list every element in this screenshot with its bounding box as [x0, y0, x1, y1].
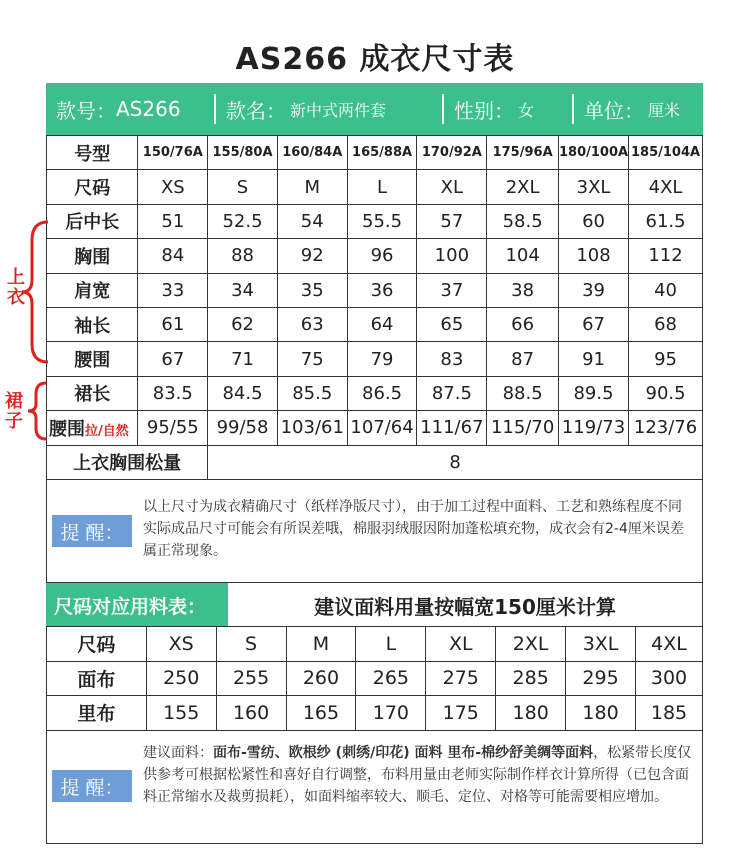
table-cell: XS — [138, 170, 208, 204]
style-code-label: 款号： — [56, 98, 116, 123]
fabric-table — [46, 626, 703, 731]
table-cell: 275 — [426, 661, 496, 696]
table-cell: 150/76A — [138, 136, 208, 170]
row-label: 里布 — [47, 696, 147, 731]
unit-label: 单位： — [584, 98, 644, 123]
table-cell: 33 — [138, 273, 208, 307]
skirt-waist-row — [47, 411, 703, 445]
table-cell: 170/92A — [417, 136, 487, 170]
style-code-value: AS266 — [116, 97, 181, 121]
table-cell: 3XL — [566, 627, 636, 662]
reminder-box — [46, 479, 703, 583]
table-cell: 111/67 — [417, 411, 487, 445]
row-label — [47, 411, 138, 445]
table-cell: 87 — [487, 342, 559, 376]
gender — [444, 83, 572, 135]
product-header — [46, 83, 703, 135]
fabric-header — [46, 583, 703, 627]
table-cell: 265 — [356, 661, 426, 696]
row-label: 尺码 — [47, 170, 138, 204]
table-cell: 40 — [629, 273, 703, 307]
table-cell: 123/76 — [629, 411, 703, 445]
table-cell: 4XL — [629, 170, 703, 204]
table-cell: 119/73 — [558, 411, 628, 445]
table-cell: 165/88A — [347, 136, 417, 170]
row-label: 裙长 — [47, 376, 138, 410]
table-cell: 180 — [496, 696, 566, 731]
fabric-header-note: 建议面料用量按幅宽150厘米计算 — [228, 583, 703, 627]
table-cell: S — [216, 627, 286, 662]
table-cell: 38 — [487, 273, 559, 307]
table-cell: 300 — [635, 661, 702, 696]
table-cell: 55.5 — [347, 204, 417, 238]
measurement-row — [47, 273, 703, 307]
measurement-row — [47, 239, 703, 273]
table-cell: 90.5 — [629, 376, 703, 410]
top-side-label: 上衣 — [7, 267, 25, 308]
fabric-size-row — [47, 627, 703, 662]
style-code — [46, 83, 214, 135]
fabric-reminder-prefix: 建议面料： — [143, 745, 213, 761]
table-cell: 92 — [277, 239, 347, 273]
table-cell: XL — [426, 627, 496, 662]
table-cell: L — [356, 627, 426, 662]
table-cell: 4XL — [635, 627, 702, 662]
table-cell: 255 — [216, 661, 286, 696]
row-label: 上衣胸围松量 — [47, 445, 208, 479]
table-cell: 88.5 — [487, 376, 559, 410]
table-cell: XS — [146, 627, 216, 662]
table-cell: 85.5 — [277, 376, 347, 410]
table-cell: 71 — [208, 342, 278, 376]
fabric-reminder-body: ，松紧带长度仅供参考可根据松紧性和喜好自行调整，布料用量由老师实际制作样衣计算所得（已包含面料正常缩水及裁剪损耗），如面料缩率较大、顺毛、定位、对格等可能需要相应增加。 — [143, 745, 692, 805]
row-label: 肩宽 — [47, 273, 138, 307]
style-name-value: 新中式两件套 — [290, 100, 387, 120]
table-cell: 115/70 — [487, 411, 559, 445]
table-cell: 250 — [146, 661, 216, 696]
reminder-badge: 提 醒： — [52, 515, 132, 547]
row-label: 袖长 — [47, 307, 138, 341]
table-cell: 2XL — [487, 170, 559, 204]
table-cell: 75 — [277, 342, 347, 376]
table-cell: 155 — [146, 696, 216, 731]
gender-value: 女 — [518, 100, 535, 120]
row-label: 面布 — [47, 661, 147, 696]
table-cell: L — [347, 170, 417, 204]
table-cell: 68 — [629, 307, 703, 341]
fabric-row — [47, 696, 703, 731]
skirt-brace — [24, 380, 50, 442]
table-cell: 86.5 — [347, 376, 417, 410]
table-cell: 79 — [347, 342, 417, 376]
row-label: 号型 — [47, 136, 138, 170]
fabric-reminder-badge: 提 醒： — [52, 770, 132, 802]
table-cell: 84 — [138, 239, 208, 273]
table-cell: 155/80A — [208, 136, 278, 170]
table-cell: 185 — [635, 696, 702, 731]
table-cell: 89.5 — [558, 376, 628, 410]
fabric-row — [47, 661, 703, 696]
row-label: 胸围 — [47, 239, 138, 273]
table-cell: 2XL — [496, 627, 566, 662]
unit — [574, 83, 703, 135]
table-cell: 95 — [629, 342, 703, 376]
page-title: AS266 成衣尺寸表 — [235, 42, 515, 77]
table-cell: 100 — [417, 239, 487, 273]
table-cell: 8 — [208, 445, 703, 479]
chest-ease-row — [47, 445, 703, 479]
table-cell: 175 — [426, 696, 496, 731]
table-cell: 185/104A — [629, 136, 703, 170]
row-label: 尺码 — [47, 627, 147, 662]
fabric-reminder-text — [143, 742, 695, 808]
table-cell: 107/64 — [347, 411, 417, 445]
table-cell: 52.5 — [208, 204, 278, 238]
table-cell: S — [208, 170, 278, 204]
style-name — [216, 83, 442, 135]
header-divider — [442, 94, 444, 124]
table-cell: 91 — [558, 342, 628, 376]
table-cell: 83.5 — [138, 376, 208, 410]
size-code-row — [47, 136, 703, 170]
fabric-header-title: 尺码对应用料表： — [46, 583, 228, 627]
table-cell: 60 — [558, 204, 628, 238]
table-cell: 180/100A — [558, 136, 628, 170]
style-name-label: 款名： — [226, 98, 286, 123]
skirt-side-label: 裙子 — [5, 391, 23, 432]
measurement-row — [47, 204, 703, 238]
table-cell: 160 — [216, 696, 286, 731]
reminder-text: 以上尺寸为成衣精确尺寸（纸样净版尺寸），由于加工过程中面料、工艺和熟练程度不同实际成品尺寸可能会有所误差哦，棉服羽绒服因附加蓬松填充物，成衣会有2-4厘米误差属正常现象。 — [143, 499, 684, 559]
table-cell: 51 — [138, 204, 208, 238]
table-cell: 88 — [208, 239, 278, 273]
table-cell: 87.5 — [417, 376, 487, 410]
table-cell: 165 — [286, 696, 356, 731]
table-cell: 64 — [347, 307, 417, 341]
row-label: 腰围 — [47, 342, 138, 376]
table-cell: M — [286, 627, 356, 662]
fabric-reminder-bold: 面布-雪纺、欧根纱 (刺绣/印花) 面料 里布-棉纱舒美绸等面料 — [213, 745, 594, 761]
table-cell: 67 — [138, 342, 208, 376]
table-cell: 67 — [558, 307, 628, 341]
waist-label: 腰围 — [49, 418, 85, 440]
size-table — [46, 135, 703, 480]
header-divider — [214, 94, 216, 124]
table-cell: 104 — [487, 239, 559, 273]
unit-value: 厘米 — [648, 100, 681, 120]
table-cell: 99/58 — [208, 411, 278, 445]
table-cell: 260 — [286, 661, 356, 696]
fabric-reminder-box — [46, 730, 703, 844]
table-cell: 180 — [566, 696, 636, 731]
row-label: 后中长 — [47, 204, 138, 238]
table-cell: 103/61 — [277, 411, 347, 445]
table-cell: 160/84A — [277, 136, 347, 170]
table-cell: 84.5 — [208, 376, 278, 410]
size-row — [47, 170, 703, 204]
table-cell: 285 — [496, 661, 566, 696]
table-cell: 61.5 — [629, 204, 703, 238]
table-cell: 108 — [558, 239, 628, 273]
table-cell: 65 — [417, 307, 487, 341]
table-cell: 34 — [208, 273, 278, 307]
table-cell: 36 — [347, 273, 417, 307]
table-cell: M — [277, 170, 347, 204]
table-cell: 175/96A — [487, 136, 559, 170]
measurement-row — [47, 307, 703, 341]
measurement-row — [47, 376, 703, 410]
table-cell: 58.5 — [487, 204, 559, 238]
table-cell: 61 — [138, 307, 208, 341]
table-cell: 170 — [356, 696, 426, 731]
table-cell: 295 — [566, 661, 636, 696]
measurement-row — [47, 342, 703, 376]
table-cell: 63 — [277, 307, 347, 341]
table-cell: 57 — [417, 204, 487, 238]
table-cell: 96 — [347, 239, 417, 273]
table-cell: 83 — [417, 342, 487, 376]
table-cell: 35 — [277, 273, 347, 307]
table-cell: 62 — [208, 307, 278, 341]
table-cell: 112 — [629, 239, 703, 273]
header-divider — [572, 94, 574, 124]
table-cell: 66 — [487, 307, 559, 341]
gender-label: 性别： — [454, 98, 514, 123]
table-cell: 37 — [417, 273, 487, 307]
table-cell: 54 — [277, 204, 347, 238]
waist-note: 拉/自然 — [85, 423, 129, 439]
table-cell: 3XL — [558, 170, 628, 204]
table-cell: XL — [417, 170, 487, 204]
table-cell: 95/55 — [138, 411, 208, 445]
table-cell: 39 — [558, 273, 628, 307]
